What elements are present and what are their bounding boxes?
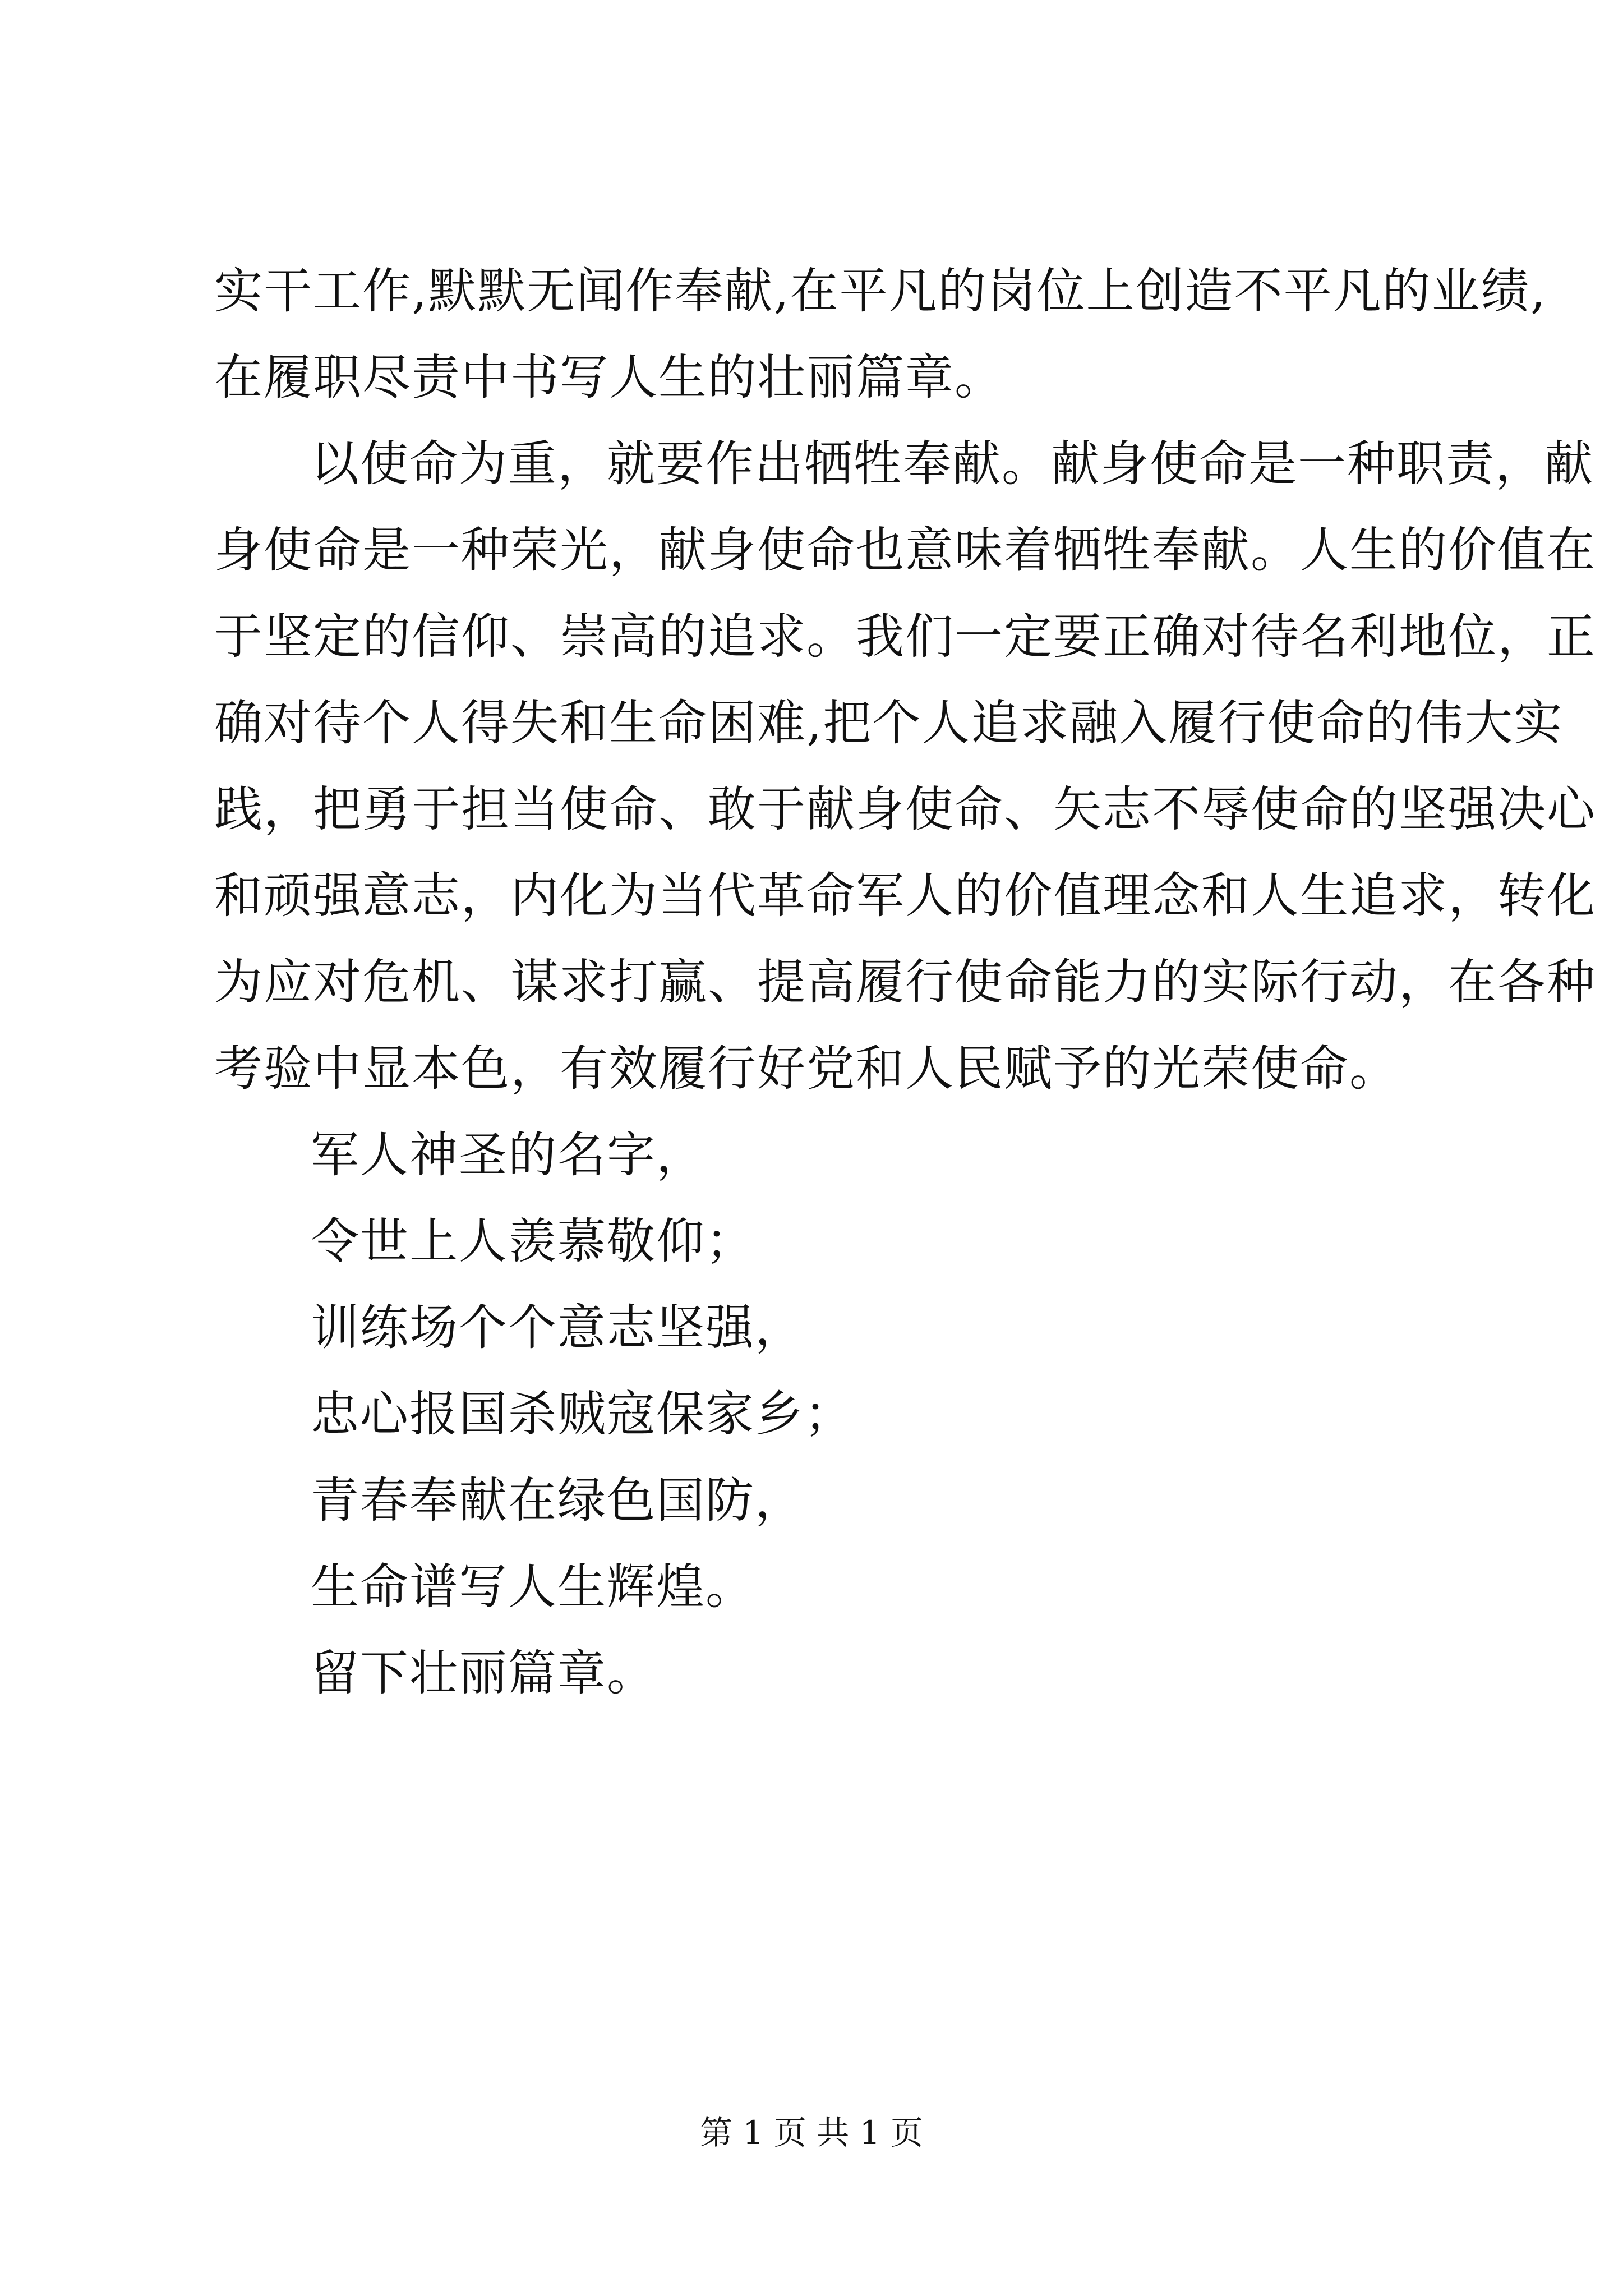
poem-line: 令世上人羡慕敬仰； bbox=[311, 1213, 755, 1269]
poem-line: 青春奉献在绿色国防， bbox=[311, 1473, 804, 1529]
poem-line: 忠心报国杀贼寇保家乡； bbox=[311, 1386, 854, 1442]
page-footer: 第 1 页 共 1 页 bbox=[700, 2114, 923, 2152]
text-line: 考验中显本色，有效履行好党和人民赋予的光荣使命。 bbox=[214, 1041, 1399, 1097]
paragraph-2 bbox=[214, 421, 1596, 1112]
poem-line: 军人神圣的名字， bbox=[311, 1127, 706, 1183]
paragraph-1 bbox=[214, 248, 1547, 421]
text-line: 以使命为重，就要作出牺牲奉献。献身使命是一种职责，献 bbox=[311, 436, 1594, 492]
document-body bbox=[214, 248, 1596, 1717]
poem-line: 训练场个个意志坚强， bbox=[311, 1300, 804, 1356]
text-line: 身使命是一种荣光，献身使命也意味着牺牲奉献。人生的价值在 bbox=[214, 522, 1596, 578]
poem-line: 生命谱写人生辉煌。 bbox=[311, 1559, 755, 1615]
text-line: 实干工作,默默无闻作奉献,在平凡的岗位上创造不平凡的业绩, bbox=[214, 263, 1547, 319]
text-line: 为应对危机、谋求打赢、提高履行使命能力的实际行动，在各种 bbox=[214, 954, 1596, 1010]
poem bbox=[214, 1112, 1420, 1717]
poem-line: 留下壮丽篇章。 bbox=[311, 1645, 656, 1701]
text-line: 于坚定的信仰、崇高的追求。我们一定要正确对待名利地位，正 bbox=[214, 609, 1596, 665]
text-line: 和顽强意志，内化为当代革命军人的价值理念和人生追求，转化 bbox=[214, 868, 1596, 924]
text-line: 确对待个人得失和生命困难,把个人追求融入履行使命的伟大实 bbox=[214, 695, 1564, 751]
text-line: 践，把勇于担当使命、敢于献身使命、矢志不辱使命的坚强决心 bbox=[214, 781, 1596, 838]
text-line: 在履职尽责中书写人生的壮丽篇章。 bbox=[214, 349, 1004, 406]
